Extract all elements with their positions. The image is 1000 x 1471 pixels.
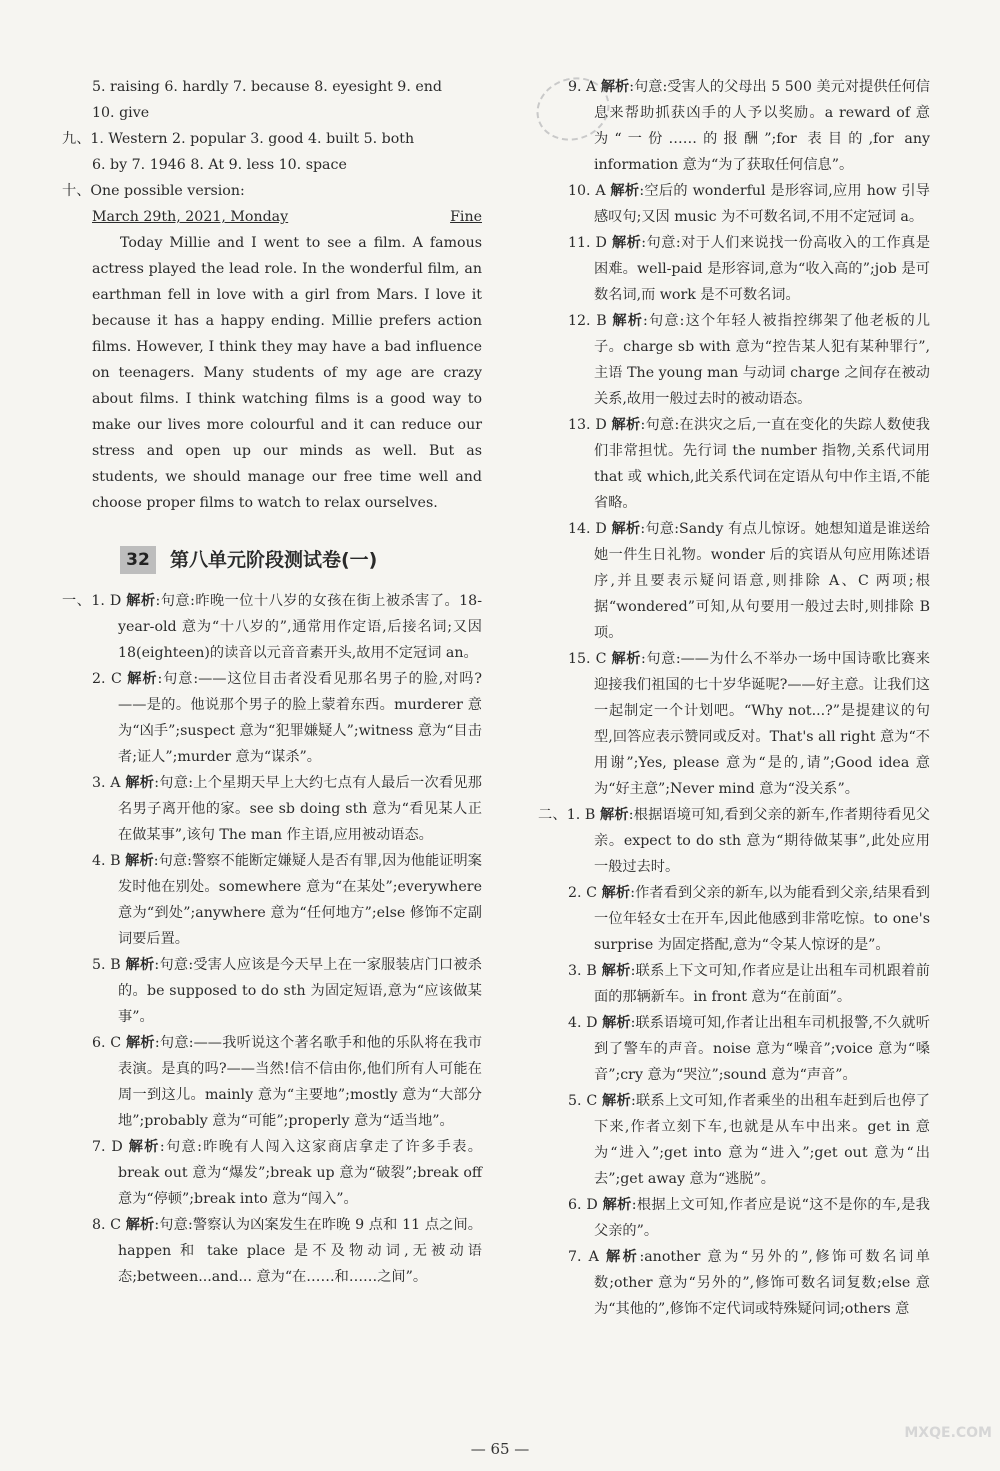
- right-answer-item: [538, 516, 930, 646]
- answer-number: 8. C: [92, 1217, 122, 1233]
- analysis-text: :句意:受害人的父母出 5 500 美元对提供任何信息来帮助抓获凶手的人予以奖励。a reward of 意为“一份……的报酬”;for 表目的,for any information 意为“为了获取任何信息”。: [594, 79, 930, 173]
- analysis-label: 解析: [601, 885, 631, 901]
- answer-number: 二、1. B: [538, 807, 596, 823]
- diary-date: March 29th, 2021, Monday: [92, 209, 289, 225]
- answer-line: 10. give: [92, 105, 150, 121]
- analysis-label: 解析: [126, 593, 156, 609]
- analysis-label: 解析: [125, 853, 154, 869]
- answer-number: 4. B: [92, 853, 121, 869]
- answer-number: 2. C: [92, 671, 122, 687]
- section-title: 第八单元阶段测试卷(一): [170, 549, 378, 571]
- right-answer-item: [538, 958, 930, 1010]
- right-column: [538, 74, 930, 1322]
- analysis-text: :联系语境可知,作者让出租车司机报警,不久就听到了警车的声音。noise 意为“噪音”;voice 意为“嗓音”;cry 意为“哭泣”;sound 意为“声音”。: [594, 1015, 930, 1083]
- right-answer-item: [538, 1244, 930, 1322]
- analysis-label: 解析: [610, 183, 640, 199]
- answer-line: 6. by 7. 1946 8. At 9. less 10. space: [92, 157, 347, 173]
- left-answer-item: [62, 1134, 482, 1212]
- analysis-label: 解析: [125, 957, 155, 973]
- answer-number: 6. D: [568, 1197, 598, 1213]
- answer-number: 3. A: [92, 775, 121, 791]
- right-answer-item: [538, 1192, 930, 1244]
- answer-number: 7. A: [568, 1249, 599, 1265]
- analysis-text: :句意:在洪灾之后,一直在变化的失踪人数使我们非常担忧。先行词 the number 指物,关系代词用 that 或 which,此关系代词在定语从句中作主语,不能省略。: [594, 417, 930, 511]
- analysis-text: :句意:警察不能断定嫌疑人是否有罪,因为他能证明案发时他在别处。somewhere 意为“在某处”;everywhere 意为“到处”;anywhere 意为“任何地方”;else 修饰不定副词要后置。: [118, 853, 482, 947]
- right-answer-list: [538, 74, 930, 1322]
- answer-number: 14. D: [568, 521, 607, 537]
- right-answer-item: [538, 412, 930, 516]
- analysis-text: :作者看到父亲的新车,以为能看到父亲,结果看到一位年轻女士在开车,因此他感到非常吃惊。to one's surprise 为固定搭配,意为“令某人惊讶的是”。: [594, 885, 930, 953]
- answer-line: 十、One possible version:: [62, 183, 245, 199]
- right-answer-item: [538, 802, 930, 880]
- left-column: [62, 74, 482, 1290]
- right-answer-item: [538, 1010, 930, 1088]
- left-answer-list: [62, 588, 482, 1290]
- analysis-text: :根据上文可知,作者应是说“这不是你的车,是我父亲的”。: [594, 1197, 930, 1239]
- analysis-text: :句意:昨晚有人闯入这家商店拿走了许多手表。break out 意为“爆发”;break up 意为“破裂”;break off 意为“停顿”;break into 意为“闯入”。: [118, 1139, 482, 1207]
- answer-number: 5. B: [92, 957, 121, 973]
- analysis-label: 解析: [611, 417, 641, 433]
- section-number-badge: 32: [120, 546, 156, 574]
- analysis-label: 解析: [127, 671, 158, 687]
- analysis-text: :句意:警察认为凶案发生在昨晚 9 点和 11 点之间。happen 和 take place 是不及物动词,无被动语态;between...and... 意为“在……和……之间”。: [118, 1217, 482, 1285]
- analysis-text: :空后的 wonderful 是形容词,应用 how 引导感叹句;又因 music 为不可数名词,不用不定冠词 a。: [594, 183, 930, 225]
- analysis-text: :句意:Sandy 有点儿惊讶。她想知道是谁送给她一件生日礼物。wonder 后的宾语从句应用陈述语序,并且要表示疑问语意,则排除 A、C 两项;根据“wondered”可知,从句要用一般过去时,则排除 B 项。: [594, 521, 931, 641]
- answer-number: 3. B: [568, 963, 597, 979]
- answer-number: 5. C: [568, 1093, 598, 1109]
- answer-line: 九、1. Western 2. popular 3. good 4. built 5. both: [62, 131, 415, 147]
- analysis-text: :联系上下文可知,作者应是让出租车司机跟着前面的那辆新车。in front 意为“在前面”。: [594, 963, 930, 1005]
- analysis-label: 解析: [128, 1139, 160, 1155]
- answer-number: 10. A: [568, 183, 606, 199]
- answer-number: 7. D: [92, 1139, 123, 1155]
- left-answer-item: [62, 588, 482, 666]
- analysis-label: 解析: [605, 1249, 640, 1265]
- right-answer-item: [538, 74, 930, 178]
- analysis-label: 解析: [125, 1217, 155, 1233]
- left-answer-item: [62, 1030, 482, 1134]
- analysis-text: :句意:上个星期天早上大约七点有人最后一次看见那名男子离开他的家。see sb doing sth 意为“看见某人正在做某事”,该句 The man 作主语,应用被动语态。: [118, 775, 482, 843]
- right-answer-item: [538, 178, 930, 230]
- analysis-text: :句意:——我听说这个著名歌手和他的乐队将在我市表演。是真的吗?——当然!信不信由你,他们所有人可能在周一到这儿。mainly 意为“主要地”;mostly 意为“大部分地”;probably 意为“可能”;properly 意为“适当地”。: [118, 1035, 483, 1129]
- left-answer-item: [62, 848, 482, 952]
- answer-number: 12. B: [568, 313, 607, 329]
- analysis-text: :句意:——为什么不举办一场中国诗歌比赛来迎接我们祖国的七十岁华诞呢?——好主意。让我们这一起制定一个计划吧。“Why not...?”是提建议的句型,回答应表示赞同或反对。That's all right 意为“不用谢”;Yes, please 意为“是的,请”;Good idea 意为“好主意”;Never mind 意为“没关系”。: [594, 651, 930, 797]
- analysis-label: 解析: [125, 1035, 155, 1051]
- analysis-label: 解析: [600, 807, 629, 823]
- analysis-text: :句意:昨晚一位十八岁的女孩在街上被杀害了。18-year-old 意为“十八岁的”,通常用作定语,后接名词;又因 18(eighteen)的读音以元音音素开头,故用不定冠词 an。: [118, 593, 482, 661]
- answer-number: 15. C: [568, 651, 607, 667]
- analysis-text: :句意:——这位目击者没看见那名男子的脸,对吗?——是的。他说那个男子的脸上蒙着东西。murderer 意为“凶手”;suspect 意为“犯罪嫌疑人”;witness 意为“目击者;证人”;murder 意为“谋杀”。: [118, 671, 482, 765]
- answer-number: 4. D: [568, 1015, 598, 1031]
- answer-number: 2. C: [568, 885, 598, 901]
- analysis-label: 解析: [611, 651, 642, 667]
- analysis-label: 解析: [125, 775, 155, 791]
- left-answer-item: [62, 1212, 482, 1290]
- answer-number: 9. A: [568, 79, 597, 95]
- left-answer-item: [62, 952, 482, 1030]
- answer-number: 13. D: [568, 417, 607, 433]
- answer-number: 6. C: [92, 1035, 122, 1051]
- analysis-label: 解析: [602, 1197, 632, 1213]
- right-answer-item: [538, 230, 930, 308]
- answer-line: 5. raising 6. hardly 7. because 8. eyesight 9. end: [92, 79, 442, 95]
- right-answer-item: [538, 1088, 930, 1192]
- site-watermark: MXQE.COM: [904, 1425, 992, 1441]
- left-answer-item: [62, 666, 482, 770]
- right-answer-item: [538, 646, 930, 802]
- analysis-text: :another 意为“另外的”,修饰可数名词单数;other 意为“另外的”,修饰可数名词复数;else 意为“其他的”,修饰不定代词或特殊疑问词;others 意: [594, 1249, 930, 1317]
- right-answer-item: [538, 308, 930, 412]
- analysis-text: :句意:受害人应该是今天早上在一家服装店门口被杀的。be supposed to do sth 为固定短语,意为“应该做某事”。: [118, 957, 482, 1025]
- analysis-label: 解析: [611, 521, 641, 537]
- analysis-label: 解析: [612, 313, 644, 329]
- analysis-text: :联系上文可知,作者乘坐的出租车赶到后也停了下来,作者立刻下车,也就是从车中出来。get in 意为“进入”;get into 意为“进入”;get out 意为“出去”;get away 意为“逃脱”。: [594, 1093, 930, 1187]
- analysis-text: :句意:这个年轻人被指控绑架了他老板的儿子。charge sb with 意为“控告某人犯有某种罪行”,主语 The young man 与动词 charge 之间存在被动关系,故用一般过去时的被动语态。: [594, 313, 931, 407]
- analysis-text: :句意:对于人们来说找一份高收入的工作真是困难。well-paid 是形容词,意为“收入高的”;job 是可数名词,而 work 是不可数名词。: [594, 235, 931, 303]
- analysis-label: 解析: [601, 963, 631, 979]
- left-intro-lines: [62, 74, 482, 204]
- diary-header: [62, 204, 482, 230]
- section-heading: [120, 546, 482, 574]
- analysis-label: 解析: [600, 79, 630, 95]
- diary-paragraph: Today Millie and I went to see a film. A famous actress played the lead role. In the wonderful film, an earthman fell in love with a girl from Mars. I love it because it has a happy ending. Millie prefers action films. However, I think they may have a bad influence on teenagers. Many students of my age are crazy about films. I think watching films is a good way to make our lives more colourful and it can reduce our stress and open up our minds as well. But as students, we should manage our free time well and choose proper films to watch to relax ourselves.: [92, 235, 482, 511]
- right-answer-item: [538, 880, 930, 958]
- answer-number: 一、1. D: [62, 593, 122, 609]
- analysis-label: 解析: [602, 1015, 631, 1031]
- analysis-text: :根据语境可知,看到父亲的新车,作者期待看见父亲。expect to do sth 意为“期待做某事”,此处应用一般过去时。: [594, 807, 930, 875]
- left-answer-item: [62, 770, 482, 848]
- answer-number: 11. D: [568, 235, 607, 251]
- analysis-label: 解析: [601, 1093, 631, 1109]
- diary-weather: Fine: [450, 209, 482, 225]
- page-number: — 65 —: [470, 1440, 530, 1458]
- analysis-label: 解析: [611, 235, 642, 251]
